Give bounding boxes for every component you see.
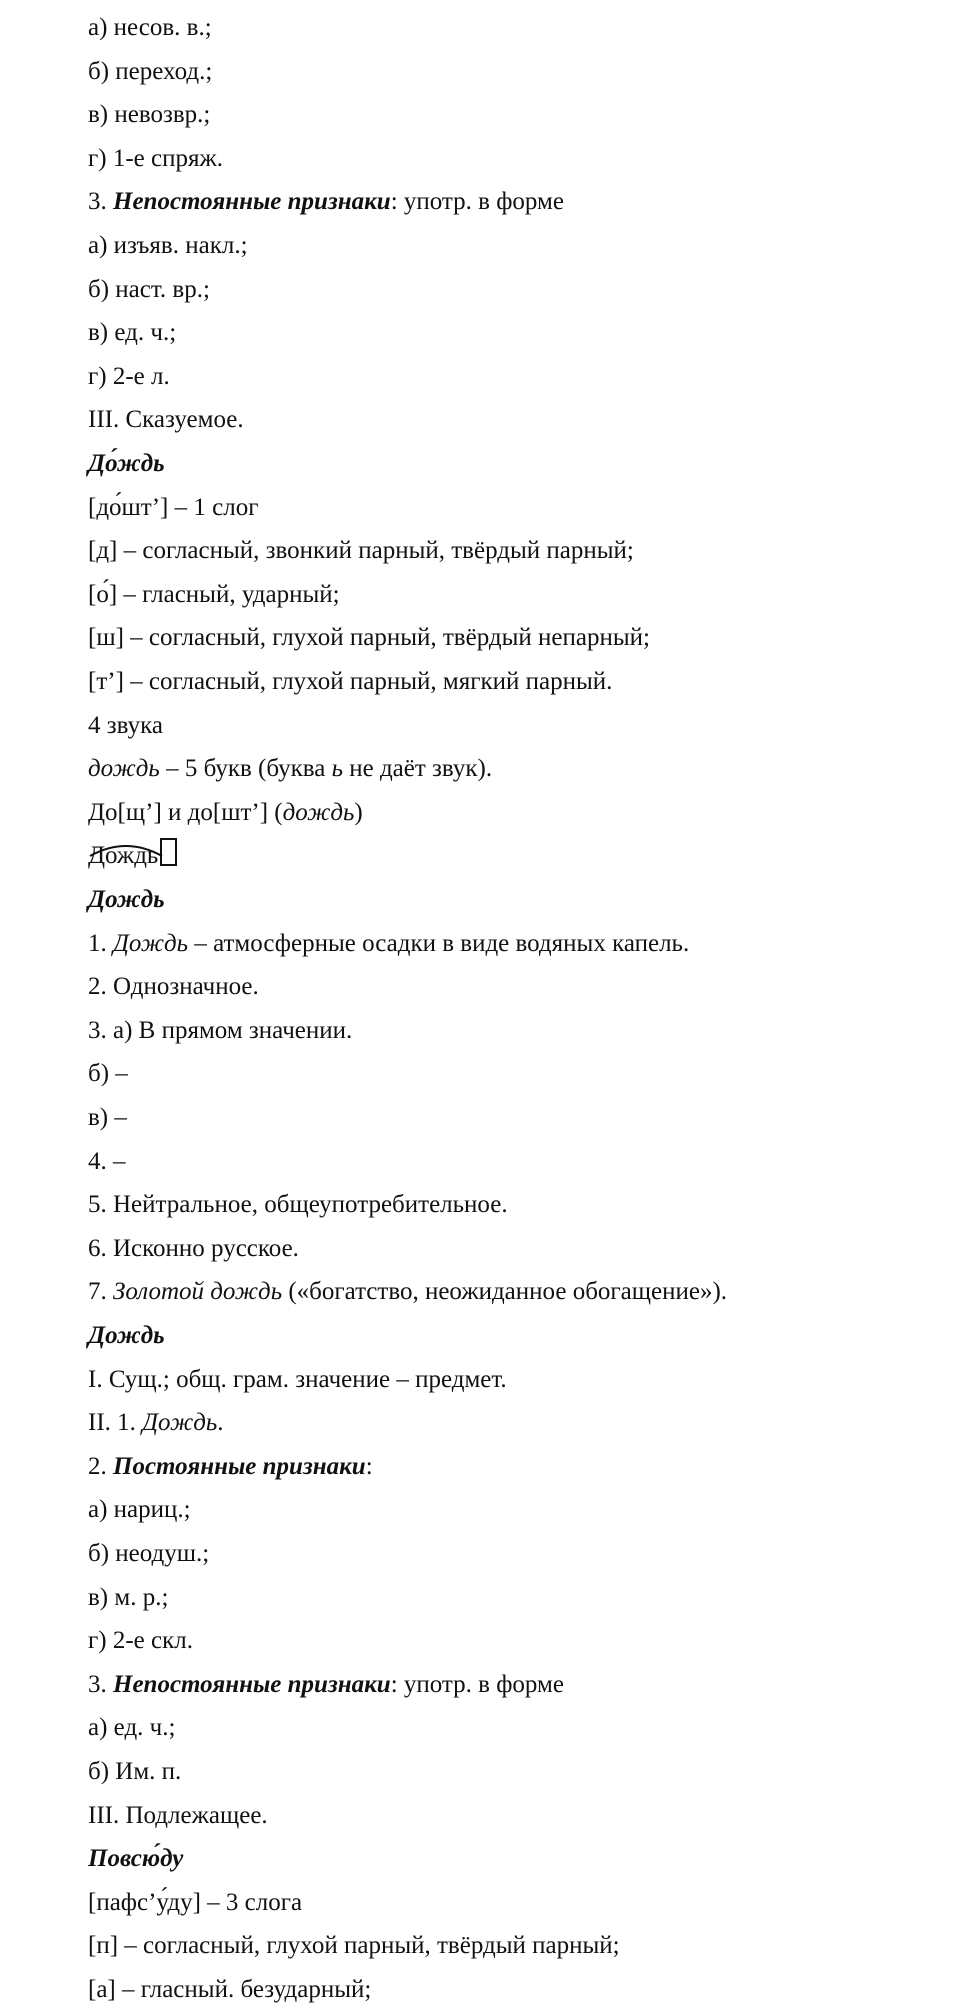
text-line xyxy=(88,1185,920,1225)
text-line xyxy=(88,662,920,702)
line-text: [а] – гласный. безударный; xyxy=(88,1976,372,2003)
text-line xyxy=(88,52,920,92)
line-text: 4 звука xyxy=(88,711,163,739)
line-text: 2. Однозначное. xyxy=(88,973,259,1001)
line-text: а) ед. ч.; xyxy=(88,1714,176,1742)
text-line xyxy=(88,1229,920,1269)
line-text: б) неодуш.; xyxy=(88,1540,210,1567)
text-line xyxy=(88,1403,920,1443)
text-line xyxy=(88,1970,920,2010)
line-text: : употр. в форме xyxy=(390,188,564,216)
bold-italic-text: Дождь xyxy=(88,886,165,913)
text-line xyxy=(88,1883,920,1923)
line-text: 2. xyxy=(88,1452,113,1480)
italic-text: Золотой дождь xyxy=(113,1278,283,1306)
text-line xyxy=(88,1011,920,1051)
text-line xyxy=(88,1708,920,1748)
text-line xyxy=(88,139,920,179)
text-line xyxy=(88,270,920,310)
line-text: 7. xyxy=(88,1278,113,1306)
text-line xyxy=(88,400,920,440)
line-text: 1. xyxy=(88,929,113,957)
line-text: [пафс’у́ду] – 3 слога xyxy=(88,1888,303,1916)
italic-text: Дождь xyxy=(142,1409,218,1437)
line-text: в) м. р.; xyxy=(88,1583,169,1611)
italic-text: ь xyxy=(331,755,343,783)
line-text: г) 2-е л. xyxy=(88,362,170,390)
text-line xyxy=(88,488,920,528)
line-text: I. Сущ.; общ. грам. значение – предмет. xyxy=(88,1365,507,1393)
line-text: 3. xyxy=(88,188,113,216)
line-text: : употр. в форме xyxy=(390,1670,564,1698)
line-text: [п] – согласный, глухой парный, твёрдый парный; xyxy=(88,1932,620,1960)
text-line xyxy=(88,1665,920,1705)
text-line xyxy=(88,531,920,571)
text-line xyxy=(88,618,920,658)
text-line xyxy=(88,1752,920,1792)
bold-italic-text: Непостоянные признаки xyxy=(113,188,391,216)
line-text: а) изъяв. накл.; xyxy=(88,232,248,259)
text-line xyxy=(88,1926,920,1966)
text-line xyxy=(88,1098,920,1138)
italic-text: Дождь xyxy=(113,929,189,957)
text-line xyxy=(88,967,920,1007)
line-text: : xyxy=(365,1452,373,1480)
italic-text: дождь xyxy=(88,755,160,783)
morpheme-parse xyxy=(88,836,177,876)
root-arc-icon xyxy=(88,836,168,876)
bold-italic-text: Постоянные признаки xyxy=(113,1452,366,1480)
line-text: [ш] – согласный, глухой парный, твёрдый непарный; xyxy=(88,624,650,652)
text-line xyxy=(88,1796,920,1836)
text-line xyxy=(88,1490,920,1530)
text-line xyxy=(88,1839,920,1879)
text-line xyxy=(88,1272,920,1312)
bold-italic-text: Непостоянные признаки xyxy=(113,1670,391,1698)
text-line xyxy=(88,924,920,964)
line-text: До[щ’] и до[шт’] ( xyxy=(88,798,283,826)
line-text: 3. xyxy=(88,1670,113,1698)
morpheme-word: Дождь xyxy=(88,842,159,870)
line-text: г) 1-е спряж. xyxy=(88,144,223,172)
line-text: а) несов. в.; xyxy=(88,14,212,41)
line-text: не даёт звук). xyxy=(342,755,493,783)
text-line xyxy=(88,1534,920,1574)
text-line xyxy=(88,575,920,615)
line-text: («богатство, неожиданное обогащение»). xyxy=(282,1278,728,1306)
line-text: . xyxy=(217,1409,224,1437)
text-line xyxy=(88,357,920,397)
text-line xyxy=(88,226,920,266)
line-text: б) наст. вр.; xyxy=(88,275,210,303)
text-line xyxy=(88,444,920,484)
line-text: [т’] – согласный, глухой парный, мягкий парный. xyxy=(88,668,613,695)
line-text: в) ед. ч.; xyxy=(88,319,177,347)
bold-italic-text: До́ждь xyxy=(88,450,165,477)
line-text: 5. Нейтральное, общеупотребительное. xyxy=(88,1191,508,1219)
line-text: III. Подлежащее. xyxy=(88,1801,268,1829)
line-text: – атмосферные осадки в виде водяных капель. xyxy=(188,929,690,957)
text-line xyxy=(88,1316,920,1356)
text-line xyxy=(88,1578,920,1618)
bold-italic-text: Повсю́ду xyxy=(88,1845,184,1873)
line-text: – 5 букв (буква xyxy=(159,755,332,783)
text-line xyxy=(88,1360,920,1400)
line-text: 4. – xyxy=(88,1147,126,1175)
bold-italic-text: Дождь xyxy=(88,1322,165,1349)
line-text: в) – xyxy=(88,1104,127,1131)
line-text: [до́шт’] – 1 слог xyxy=(88,493,259,521)
text-line xyxy=(88,1142,920,1182)
line-text: б) Им. п. xyxy=(88,1758,182,1785)
text-line xyxy=(88,1054,920,1094)
text-line xyxy=(88,1447,920,1487)
line-text: [д] – согласный, звонкий парный, твёрдый парный; xyxy=(88,537,634,565)
text-line xyxy=(88,1621,920,1661)
line-text: б) переход.; xyxy=(88,57,213,85)
text-line xyxy=(88,706,920,746)
line-text: г) 2-е скл. xyxy=(88,1627,193,1655)
line-text: II. 1. xyxy=(88,1409,143,1437)
text-line xyxy=(88,793,920,833)
text-line xyxy=(88,880,920,920)
italic-text: дождь xyxy=(282,798,355,826)
text-line xyxy=(88,313,920,353)
line-text: в) невозвр.; xyxy=(88,101,211,129)
text-line xyxy=(88,95,920,135)
line-text: а) нариц.; xyxy=(88,1496,191,1524)
line-text: III. Сказуемое. xyxy=(88,406,244,434)
text-line xyxy=(88,8,920,48)
text-line xyxy=(88,749,920,789)
text-line xyxy=(88,836,920,876)
line-text: 3. а) В прямом значении. xyxy=(88,1016,353,1044)
line-text: [о́] – гласный, ударный; xyxy=(88,580,340,608)
line-text: б) – xyxy=(88,1060,128,1088)
line-text: 6. Исконно русское. xyxy=(88,1234,299,1262)
text-line xyxy=(88,182,920,222)
line-text: ) xyxy=(354,798,363,826)
